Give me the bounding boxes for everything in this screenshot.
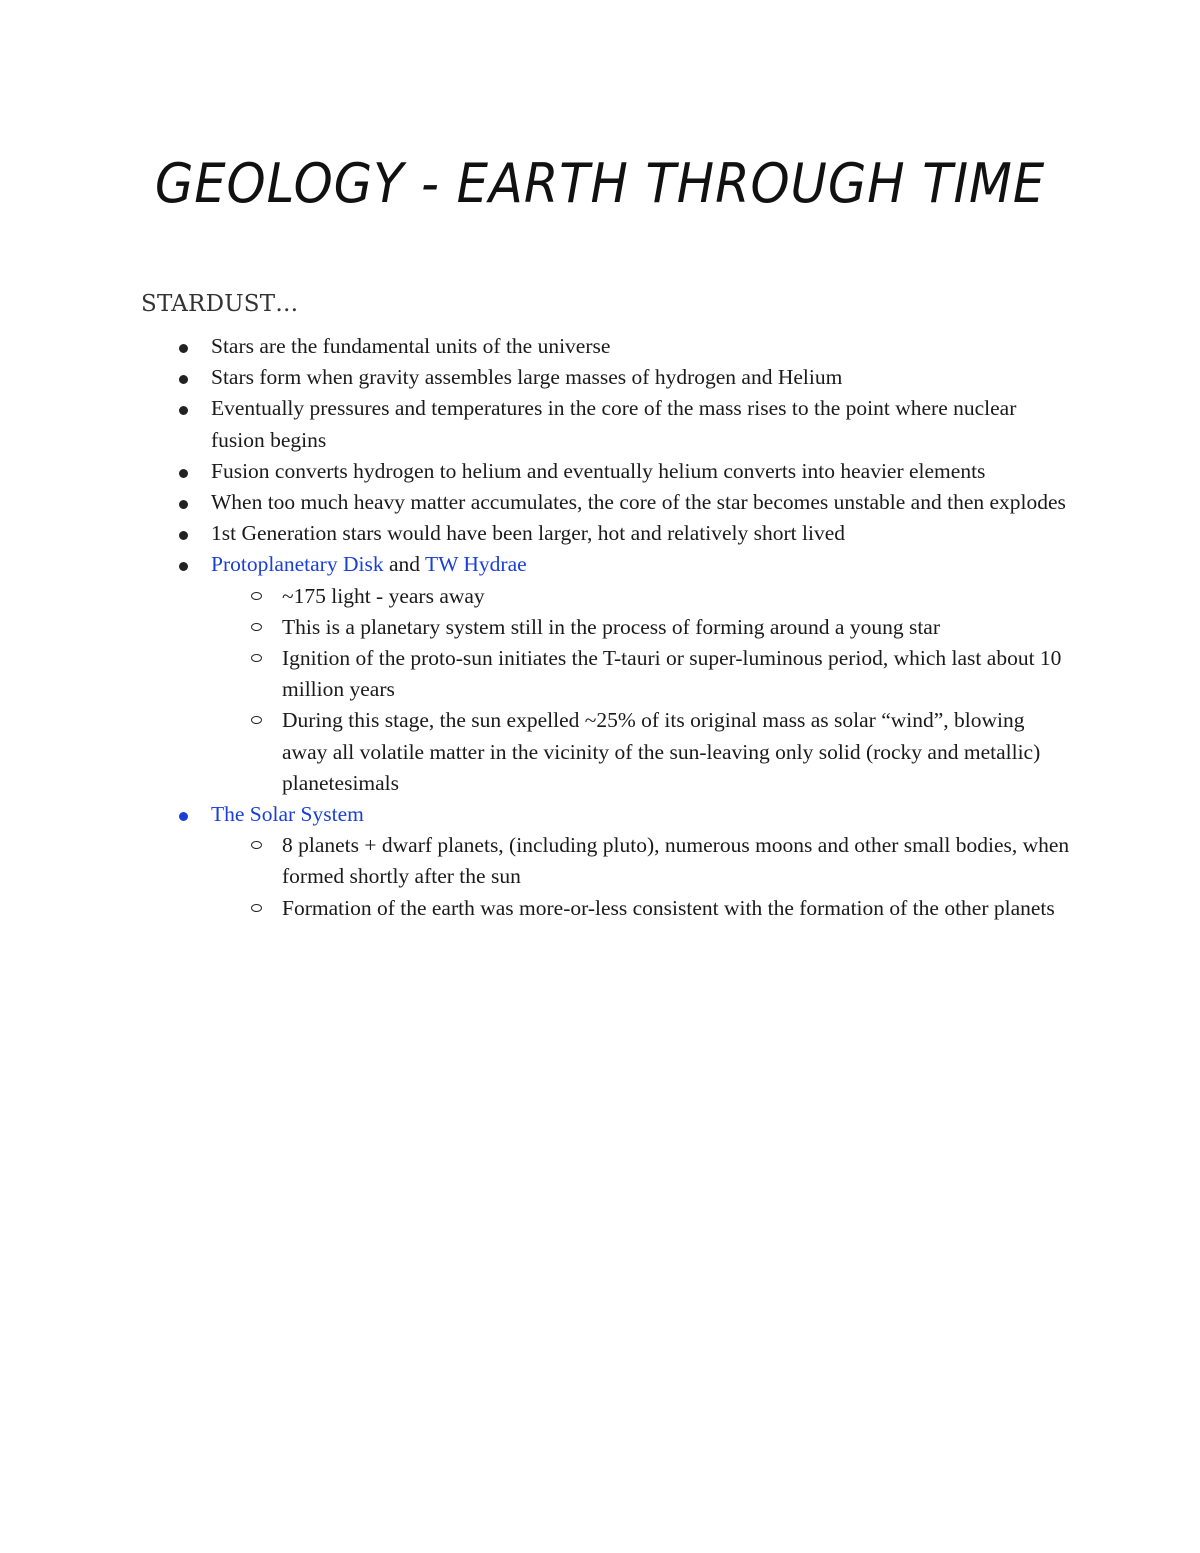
sub-list-item-text: ~175 light - years away [282, 583, 485, 608]
sub-list-item-text: Formation of the earth was more-or-less consistent with the formation of the other planets [282, 895, 1055, 920]
document-title: GEOLOGY - EARTH THROUGH TIME [154, 152, 1046, 215]
list-item-text: Stars form when gravity assembles large masses of hydrogen and Helium [211, 365, 843, 390]
tw-hydrae-link[interactable]: TW Hydrae [424, 552, 527, 577]
sub-list-item-text: During this stage, the sun expelled ~25% of its original mass as solar “wind”, blowing away all volatile matter in the vicinity of the sun-leaving only solid (rocky and metallic) planetesimals [282, 708, 1041, 795]
list-item-text: Eventually pressures and temperatures in the core of the mass rises to the point where nuclear fusion begins [211, 396, 1017, 452]
hollow-bullet-icon [251, 654, 262, 662]
list-item-protoplanetary [141, 549, 1071, 580]
sub-list-item [141, 643, 1071, 705]
bullet-icon [179, 469, 188, 478]
list-item [141, 331, 1071, 362]
bullet-icon [179, 406, 188, 415]
bullet-list [141, 331, 1071, 924]
connector-text: and [383, 552, 425, 577]
solar-system-link[interactable]: The Solar System [211, 802, 364, 827]
protoplanetary-disk-link[interactable]: Protoplanetary Disk [211, 552, 384, 577]
list-item-solar-system [141, 799, 1071, 830]
hollow-bullet-icon [251, 904, 262, 912]
section-heading: STARDUST… [141, 291, 299, 317]
sub-list-item-text: Ignition of the proto-sun initiates the T-tauri or super-luminous period, which last about 10 million years [282, 646, 1062, 702]
sub-list-item [141, 705, 1071, 799]
hollow-bullet-icon [251, 592, 262, 600]
hollow-bullet-icon [251, 623, 262, 631]
list-item [141, 456, 1071, 487]
sub-list-item [141, 581, 1071, 612]
hollow-bullet-icon [251, 841, 262, 849]
list-item-text: Fusion converts hydrogen to helium and eventually helium converts into heavier elements [211, 458, 986, 483]
sub-list-item [141, 612, 1071, 643]
list-item [141, 518, 1071, 549]
bullet-icon [179, 344, 188, 353]
bullet-icon [179, 375, 188, 384]
list-item [141, 393, 1071, 455]
bullet-icon [179, 500, 188, 509]
sub-list-item [141, 830, 1071, 892]
list-item-text: 1st Generation stars would have been larger, hot and relatively short lived [211, 521, 845, 546]
list-item-text: When too much heavy matter accumulates, the core of the star becomes unstable and then explodes [211, 490, 1066, 515]
bullet-icon [179, 562, 188, 571]
list-item-text: Stars are the fundamental units of the universe [211, 334, 611, 358]
list-item [141, 487, 1071, 518]
bullet-icon [179, 531, 188, 540]
hollow-bullet-icon [251, 716, 262, 724]
sub-list-item [141, 893, 1071, 924]
bullet-icon [179, 812, 188, 821]
sub-list-item-text: This is a planetary system still in the process of forming around a young star [282, 614, 941, 639]
sub-list-item-text: 8 planets + dwarf planets, (including pluto), numerous moons and other small bodies, when formed shortly after the sun [282, 833, 1070, 889]
list-item [141, 362, 1071, 393]
